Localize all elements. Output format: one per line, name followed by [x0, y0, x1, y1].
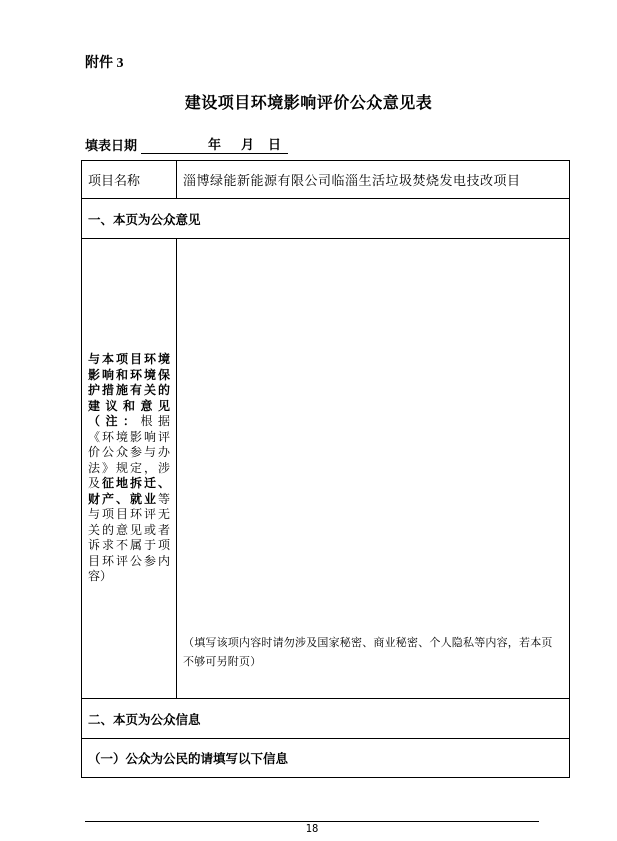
project-name-label-cell: 项目名称: [82, 161, 177, 199]
date-line: [85, 134, 288, 154]
date-month-label: 月: [240, 137, 254, 152]
date-label: 填表日期: [85, 138, 138, 153]
section-two-header: 二、本页为公众信息: [82, 699, 570, 739]
page-footer: [85, 821, 539, 835]
opinion-label-bold-segment-2: 征地拆迁、财产、就业: [88, 476, 170, 506]
date-year-label: 年: [207, 137, 221, 152]
opinion-label-regular-segment-2: 等与项目环评无关的意见或者诉求不属于项目环评公参内容）: [88, 491, 170, 584]
opinion-label-bold-segment-1: 与本项目环境影响和环境保护措施有关的建议和意见（注：: [88, 352, 170, 429]
opinion-label-cell: [82, 239, 177, 699]
footer-divider: [85, 821, 539, 822]
date-day-label: 日: [268, 137, 282, 152]
form-title: 建设项目环境影响评价公众意见表: [184, 95, 433, 112]
table-row-section-one: [82, 199, 570, 239]
page-number: 18: [305, 823, 319, 835]
attachment-label: 附件 3: [85, 56, 124, 71]
form-table: [81, 160, 570, 778]
project-name-value-cell: 淄博绿能新能源有限公司临淄生活垃圾焚烧发电技改项目: [177, 161, 570, 199]
opinion-note: （填写该项内容时请勿涉及国家秘密、商业秘密、个人隐私等内容，若本页不够可另附页）: [183, 637, 553, 668]
table-row-subsection: [82, 739, 570, 778]
table-row-project-name: [82, 161, 570, 199]
table-row-opinion: [82, 239, 570, 699]
table-row-section-two: [82, 699, 570, 739]
opinion-input-area: [177, 239, 570, 699]
subsection-header: （一）公众为公民的请填写以下信息: [82, 739, 570, 778]
opinion-label-regular-segment-1: 根据《环境影响评价公众参与办法》规定，涉及: [88, 414, 170, 491]
opinion-label-text: [88, 352, 170, 584]
date-underline: [141, 134, 288, 154]
section-one-header: 一、本页为公众意见: [82, 199, 570, 239]
